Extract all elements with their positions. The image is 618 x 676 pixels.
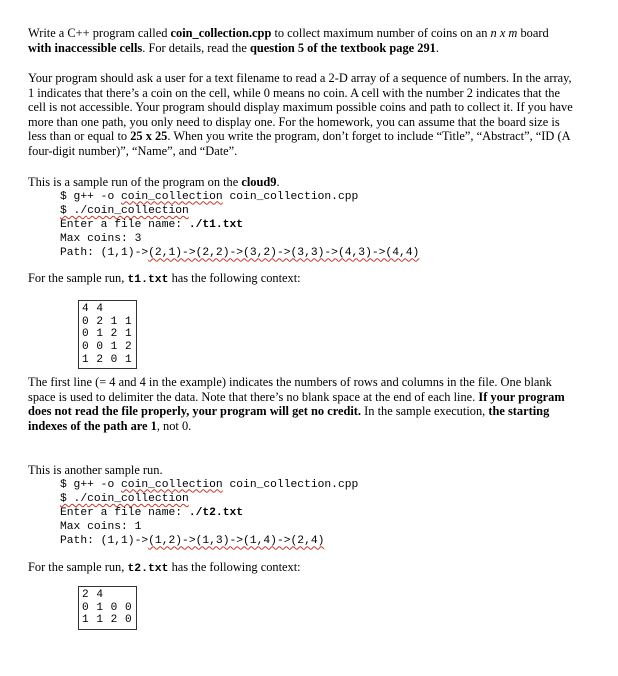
path-text: (1,2)->(1,3)->(1,4)->(2,4) <box>148 535 325 548</box>
requirements-paragraph <box>28 71 580 159</box>
terminal-line <box>60 492 580 506</box>
command-text: coin_collection <box>121 478 223 491</box>
format-paragraph <box>28 375 580 433</box>
sample-run-2-lead: This is another sample run. <box>28 463 163 477</box>
format-text: , not 0. <box>156 418 192 433</box>
user-input: ./t2.txt <box>188 507 244 519</box>
context-2 <box>28 560 580 630</box>
command-text: coin_collection <box>87 204 189 217</box>
sample-run-1 <box>28 175 580 261</box>
intro-board-size: n x m <box>490 26 518 40</box>
command-text: coin_collection.cpp <box>222 478 359 491</box>
intro-reference: question 5 of the textbook page 291 <box>249 40 436 55</box>
terminal-line <box>60 204 580 218</box>
lead-text: has the following context: <box>168 271 301 285</box>
file-content: 2 4 0 1 0 0 1 1 2 0 <box>82 589 133 627</box>
lead-text: For the sample run, <box>28 271 128 285</box>
command-text: $ g++ -o <box>60 190 122 203</box>
lead-text: This is a sample run of the program on the <box>28 175 242 189</box>
context-1 <box>28 271 580 369</box>
command-text: coin_collection.cpp <box>222 190 359 203</box>
sample-run-1-lead <box>28 175 580 190</box>
command-text: $ ./ <box>60 204 88 217</box>
command-text: coin_collection <box>121 190 223 203</box>
file-content-box <box>78 586 137 630</box>
context-1-lead <box>28 271 580 287</box>
cloud9-label: cloud9 <box>241 175 277 189</box>
intro-filename: coin_collection.cpp <box>170 26 272 40</box>
terminal-line <box>60 478 580 492</box>
format-text: The first line (= 4 and 4 in the example) indicates the numbers of rows and columns in the file. One blank space is used to delimiter the data. Note that there’s no blank space at the end of each line. <box>28 375 552 404</box>
intro-paragraph <box>28 26 580 55</box>
credit-warning: If your program does not read the file properly, your program will get no credit. <box>28 389 565 419</box>
intro-emphasis: with inaccessible cells <box>28 40 143 55</box>
sample-run-2 <box>28 463 580 549</box>
intro-text: . <box>435 40 439 55</box>
board-limit: 25 x 25 <box>130 129 168 144</box>
intro-text: board <box>517 26 549 40</box>
index-note: the starting indexes of the path are 1 <box>28 404 550 433</box>
terminal-line: Max coins: 3 <box>60 233 142 246</box>
path-text: Path: (1,1)-> <box>60 247 149 260</box>
command-text: $ g++ -o <box>60 478 122 491</box>
user-input: ./t1.txt <box>188 219 244 231</box>
requirements-text: . When you write the program, don’t forget to include “Title”, “Abstract”, “ID (A four-digit number)”, “Name”, and “Date”. <box>28 129 570 158</box>
context-2-lead <box>28 560 580 576</box>
prompt-text: Enter a file name: <box>60 219 189 231</box>
file-content-box <box>78 300 137 369</box>
intro-text: Write a C++ program called <box>28 26 171 40</box>
file-name: t1.txt <box>127 274 169 286</box>
terminal-line <box>60 506 580 520</box>
intro-text: to collect maximum number of coins on an <box>271 26 491 40</box>
intro-text: . For details, read the <box>142 40 250 55</box>
path-text: (2,1)->(2,2)->(3,2)->(3,3)->(4,3)->(4,4) <box>148 247 420 260</box>
terminal-line <box>60 190 580 204</box>
format-text: In the sample execution, <box>361 404 489 419</box>
terminal-line: Max coins: 1 <box>60 521 142 534</box>
terminal-line <box>60 534 580 548</box>
prompt-text: Enter a file name: <box>60 507 189 519</box>
requirements-text: Your program should ask a user for a text filename to read a 2-D array of a sequence of numbers. In the array, 1 indicates that there’s a coin on the cell, while 0 means no coin. A cell with the number 2 indicates that the cell is not accessible. Your program should display maximum possible coins and path to collect it. If you have more than one path, you only need to display one. For the homework, you can assume that the board size is less than or equal to <box>28 71 573 144</box>
command-text: $ ./ <box>60 492 88 505</box>
terminal-line <box>60 246 580 260</box>
lead-text: For the sample run, <box>28 560 128 574</box>
file-content: 4 4 0 2 1 1 0 1 2 1 0 0 1 2 1 2 0 1 <box>82 303 133 366</box>
command-text: coin_collection <box>87 492 189 505</box>
file-name: t2.txt <box>127 563 169 575</box>
lead-text: . <box>276 175 280 189</box>
terminal-line <box>60 218 580 232</box>
path-text: Path: (1,1)-> <box>60 535 149 548</box>
lead-text: has the following context: <box>168 560 301 574</box>
